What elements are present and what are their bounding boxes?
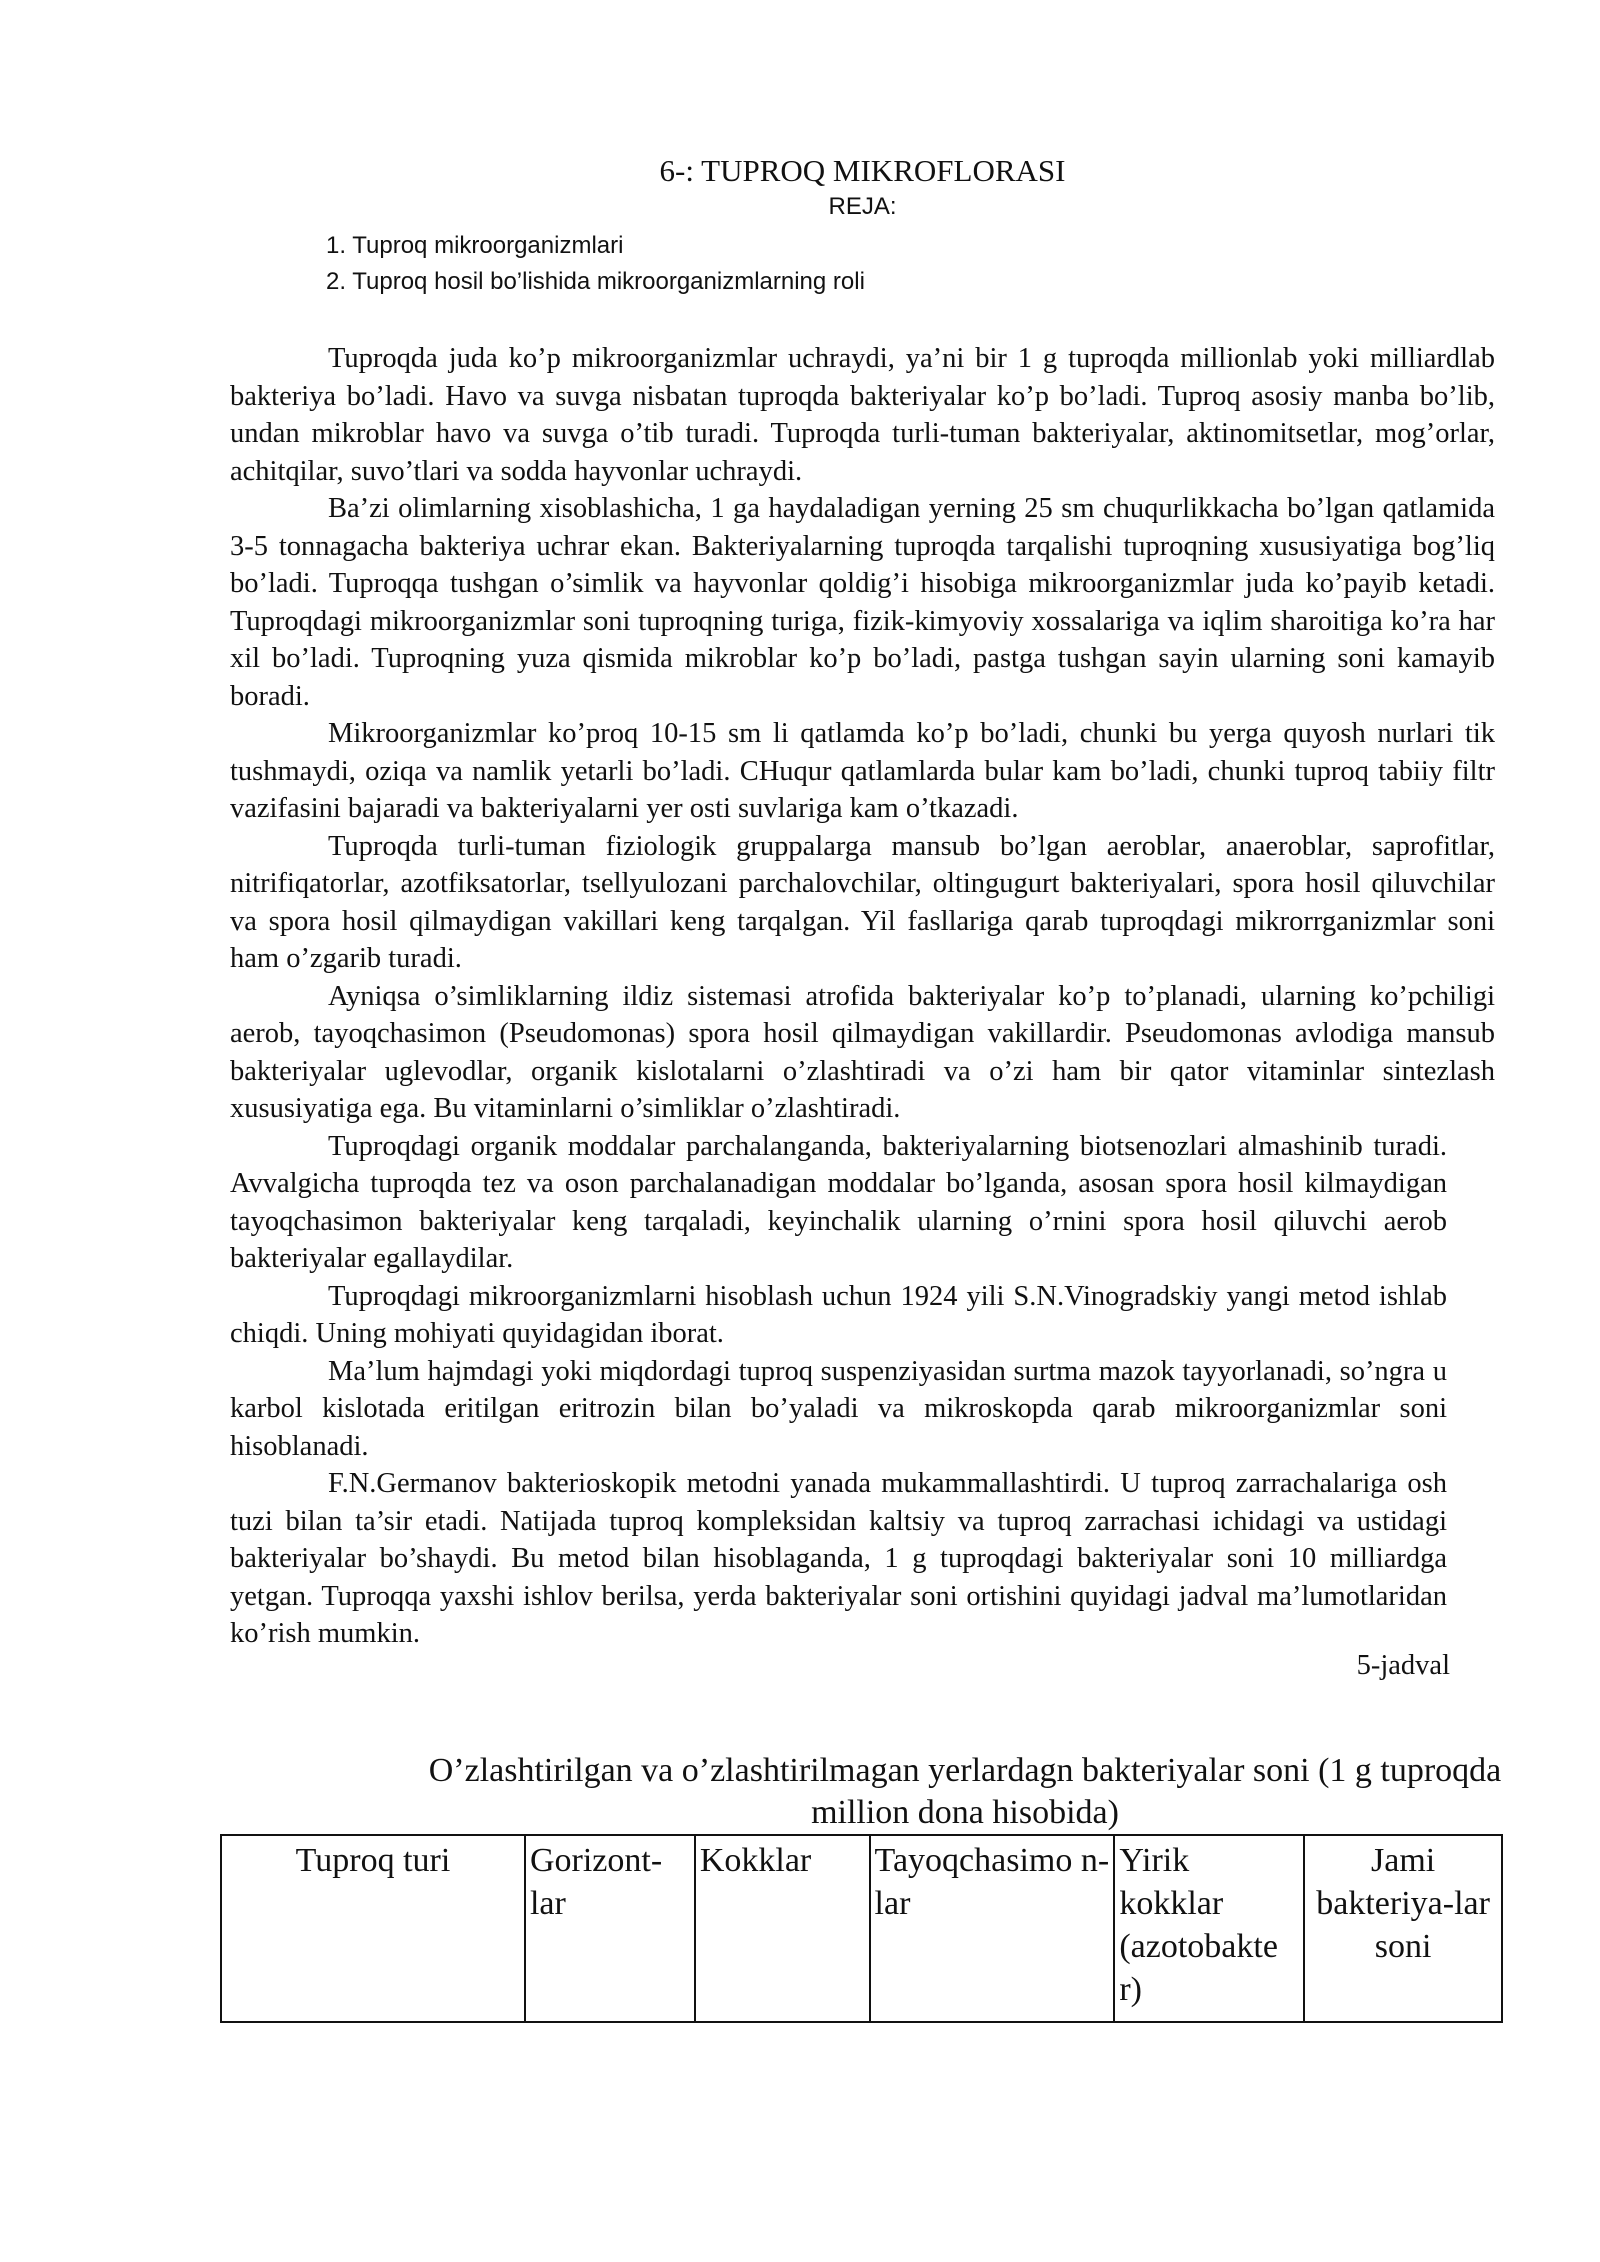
document-title: 6-: TUPROQ MIKROFLORASI	[659, 153, 1066, 188]
plan-item: 2. Tuproq hosil bo’lishida mikroorganizmlarning roli	[326, 268, 865, 295]
table-header-cell: Kokklar	[695, 1835, 870, 2022]
table-caption: O’zlashtirilgan va o’zlashtirilmagan yerlardagn bakteriyalar soni (1 g tuproqda million dona hisobida)	[428, 1752, 1502, 1831]
paragraph: Tuproqdagi organik moddalar parchalanganda, bakteriyalarning biotsenozlari almashinib turadi. Avvalgicha tuproqda tez va oson parchalanadigan moddalar bo’lganda, asosan spora hosil kilmaydigan tayoqchasimon bakteriyalar keng tarqaladi, keyinchalik ularning o’rnini spora hosil qiluvchi aerob bakteriyalar egallaydilar.	[230, 1130, 1447, 1274]
table-header-cell: Yirik kokklar (azotobakte r)	[1114, 1835, 1304, 2022]
table-reference: 5-jadval	[1356, 1650, 1450, 1681]
paragraph: Mikroorganizmlar ko’proq 10-15 sm li qatlamda ko’p bo’ladi, chunki bu yerga quyosh nurlari tik tushmaydi, oziqa va namlik yetarli bo’ladi. CHuqur qatlamlarda bular kam bo’ladi, chunki tuproq tabiiy filtr vazifasini bajaradi va bakteriyalarni yer osti suvlariga kam o’tkazadi.	[230, 718, 1495, 824]
body-text	[230, 340, 1495, 1653]
table-header-cell: Tuproq turi	[221, 1835, 525, 2022]
plan-list	[326, 228, 865, 300]
paragraph: Ayniqsa o’simliklarning ildiz sistemasi atrofida bakteriyalar ko’p to’planadi, ularning ko’pchiligi aerob, tayoqchasimon (Pseudomonas) spora hosil qilmaydigan vakillardir. Pseudomonas avlodiga mansub bakteriyalar uglevodlar, organik kislotalarni o’zlashtiradi va o’zi ham bir qator vitaminlar sintezlash xususiyatiga ega. Bu vitaminlarni o’simliklar o’zlashtiradi.	[230, 980, 1495, 1124]
paragraph: Tuproqdagi mikroorganizmlarni hisoblash uchun 1924 yili S.N.Vinogradskiy yangi metod ishlab chiqdi. Uning mohiyati quyidagidan iborat.	[230, 1280, 1447, 1349]
table-header-cell: Gorizont-lar	[525, 1835, 695, 2022]
paragraph: Tuproqda turli-tuman fiziologik gruppalarga mansub bo’lgan aeroblar, anaeroblar, saprofitlar, nitrifiqatorlar, azotfiksatorlar, tsellyulozani parchalovchilar, oltingugurt bakteriyalari, spora hosil qiluvchilar va spora hosil qilmaydigan vakillari keng tarqalgan. Yil fasllariga qarab tuproqdagi mikrorrganizmlar soni ham o’zgarib turadi.	[230, 830, 1495, 974]
plan-title: REJA:	[828, 193, 897, 220]
paragraph: Tuproqda juda ko’p mikroorganizmlar uchraydi, ya’ni bir 1 g tuproqda millionlab yoki milliardlab bakteriya bo’ladi. Havo va suvga nisbatan tuproqda bakteriyalar ko’p bo’ladi. Tuproq asosiy manba bo’lib, undan mikroblar havo va suvga o’tib turadi. Tuproqda turli-tuman bakteriyalar, aktinomitsetlar, mog’orlar, achitqilar, suvo’tlari va sodda hayvonlar uchraydi.	[230, 343, 1495, 487]
paragraph: F.N.Germanov bakterioskopik metodni yanada mukammallashtirdi. U tuproq zarrachalariga osh tuzi bilan ta’sir etadi. Natijada tuproq kompleksidan kaltsiy va tuproq zarrachasi ichidagi va ustidagi bakteriyalar bo’shaydi. Bu metod bilan hisoblaganda, 1 g tuproqdagi bakteriyalar soni 10 milliardga yetgan. Tuproqqa yaxshi ishlov berilsa, yerda bakteriyalar soni ortishini quyidagi jadval ma’lumotlaridan ko’rish mumkin.	[230, 1468, 1447, 1649]
table-header-cell: Jami bakteriya-lar soni	[1304, 1835, 1502, 2022]
plan-item: 1. Tuproq mikroorganizmlari	[326, 232, 624, 259]
table-header-row	[221, 1835, 1502, 2022]
paragraph: Ba’zi olimlarning xisoblashicha, 1 ga haydaladigan yerning 25 sm chuqurlikkacha bo’lgan qatlamida 3-5 tonnagacha bakteriya uchrar ekan. Bakteriyalarning tuproqda tarqalishi tuproqning xususiyatiga bog’liq bo’ladi. Tuproqqa tushgan o’simlik va hayvonlar qoldig’i hisobiga mikroorganizmlar juda ko’payib ketadi. Tuproqdagi mikroorganizmlar soni tuproqning turiga, fizik-kimyoviy xossalariga va iqlim sharoitiga ko’ra har xil bo’ladi. Tuproqning yuza qismida mikroblar ko’p bo’ladi, pastga tushgan sayin ularning soni kamayib boradi.	[230, 493, 1495, 712]
bacteria-table	[220, 1834, 1503, 2023]
paragraph: Ma’lum hajmdagi yoki miqdordagi tuproq suspenziyasidan surtma mazok tayyorlanadi, so’ngra u karbol kislotada eritilgan eritrozin bilan bo’yaladi va mikroskopda qarab mikroorganizmlar soni hisoblanadi.	[230, 1355, 1447, 1462]
table-header-cell: Tayoqchasimo n-lar	[870, 1835, 1115, 2022]
